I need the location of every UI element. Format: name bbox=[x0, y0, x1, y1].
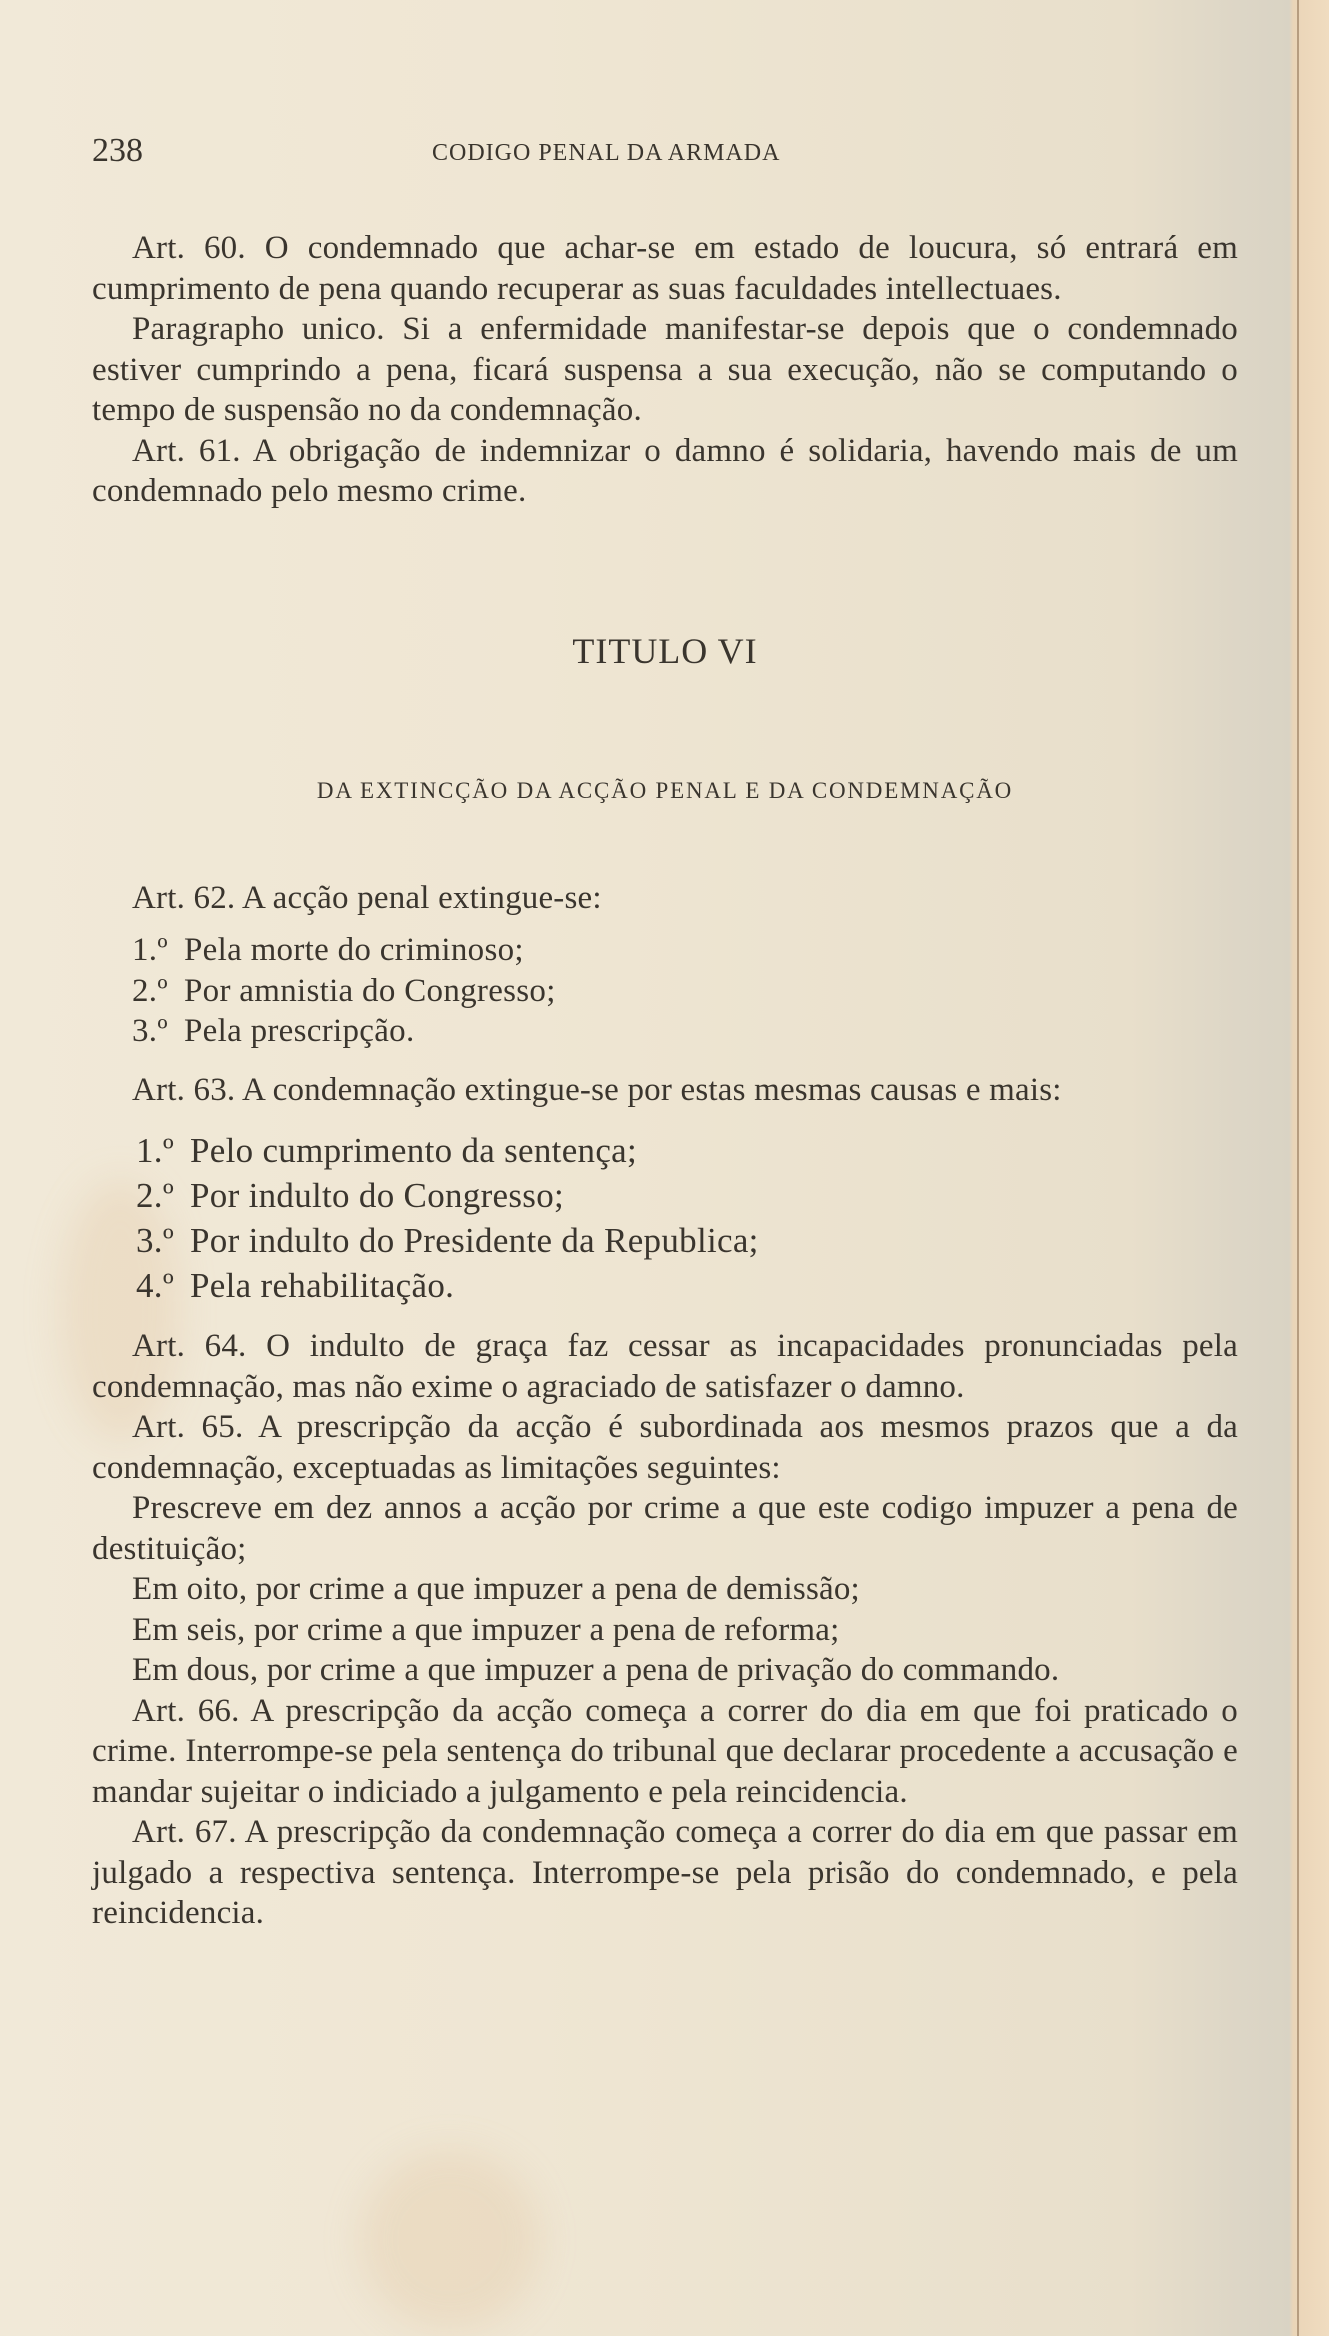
item-text: Pela prescripção. bbox=[184, 1013, 415, 1049]
list-item bbox=[92, 1173, 1238, 1218]
item-text: Pela rehabilitação. bbox=[190, 1266, 455, 1305]
list-item bbox=[92, 971, 1238, 1012]
running-title: CODIGO PENAL DA ARMADA bbox=[432, 140, 781, 166]
item-number: 2.º bbox=[136, 1176, 175, 1215]
article-63-text: Art. 63. A condemnação extingue-se por estas mesmas causas e mais: bbox=[132, 1071, 1062, 1108]
article-64: Art. 64. O indulto de graça faz cessar as incapacidades pronunciadas pela condemnação, mas não exime o agraciado de satisfazer o damno. bbox=[92, 1328, 1238, 1405]
paper-stain bbox=[360, 2150, 540, 2330]
page-edge bbox=[1297, 0, 1299, 2336]
item-text: Pelo cumprimento da sentença; bbox=[190, 1131, 638, 1170]
article-65-clause: Em seis, por crime a que impuzer a pena de reforma; bbox=[132, 1611, 840, 1648]
list-item bbox=[92, 1218, 1238, 1263]
item-text: Por indulto do Presidente da Republica; bbox=[190, 1221, 759, 1260]
article-61: Art. 61. A obrigação de indemnizar o damno é solidaria, havendo mais de um condemnado pelo mesmo crime. bbox=[92, 432, 1238, 509]
article-62-text: Art. 62. A acção penal extingue-se: bbox=[132, 879, 602, 916]
article-65-clause: Em dous, por crime a que impuzer a pena de privação do commando. bbox=[132, 1652, 1060, 1688]
article-65: Art. 65. A prescripção da acção é subordinada aos mesmos prazos que a da condemnação, exceptuadas as limitações seguintes: bbox=[92, 1409, 1238, 1486]
item-number: 2.º bbox=[132, 972, 168, 1009]
section-heading bbox=[92, 630, 1238, 804]
page-number: 238 bbox=[92, 132, 143, 169]
list-item bbox=[92, 1263, 1238, 1308]
item-number: 4.º bbox=[136, 1266, 175, 1305]
section-subtitle: DA EXTINCÇÃO DA ACÇÃO PENAL E DA CONDEMNAÇÃO bbox=[316, 777, 1014, 803]
article-62 bbox=[92, 878, 1238, 1052]
list-item bbox=[92, 1128, 1238, 1173]
item-text: Por indulto do Congresso; bbox=[190, 1176, 565, 1215]
item-text: Por amnistia do Congresso; bbox=[184, 972, 556, 1009]
article-65-clause: Prescreve em dez annos a acção por crime a que este codigo impuzer a pena de destituição; bbox=[92, 1490, 1238, 1567]
article-60: Art. 60. O condemnado que achar-se em estado de loucura, só entrará em cumprimento de pena quando recuperar as suas faculdades intellectuaes. bbox=[92, 230, 1238, 307]
article-60-paragraph-unico: Paragrapho unico. Si a enfermidade manifestar-se depois que o condemnado estiver cumprindo a pena, ficará suspensa a sua execução, não se computando o tempo de suspensão no da condemnação. bbox=[92, 311, 1238, 428]
article-65-clause: Em oito, por crime a que impuzer a pena de demissão; bbox=[132, 1571, 860, 1607]
list-item bbox=[92, 930, 1238, 971]
page-content bbox=[92, 128, 1238, 1934]
list-item bbox=[92, 1011, 1238, 1052]
item-text: Pela morte do criminoso; bbox=[184, 932, 524, 968]
section-title: TITULO VI bbox=[572, 630, 758, 671]
item-number: 1.º bbox=[136, 1131, 175, 1170]
running-head bbox=[92, 128, 1238, 178]
article-66: Art. 66. A prescripção da acção começa a correr do dia em que foi praticado o crime. Interrompe-se pela sentença do tribunal que declarar procedente a accusação e mandar sujeitar o indiciado a julgamento e pela reincidencia. bbox=[92, 1692, 1238, 1810]
article-63 bbox=[92, 1070, 1238, 1309]
item-number: 3.º bbox=[132, 1013, 168, 1049]
item-number: 1.º bbox=[132, 932, 168, 968]
article-67: Art. 67. A prescripção da condemnação começa a correr do dia em que passar em julgado a respectiva sentença. Interrompe-se pela prisão do condemnado, e pela reincidencia. bbox=[92, 1814, 1238, 1931]
item-number: 3.º bbox=[136, 1221, 175, 1260]
